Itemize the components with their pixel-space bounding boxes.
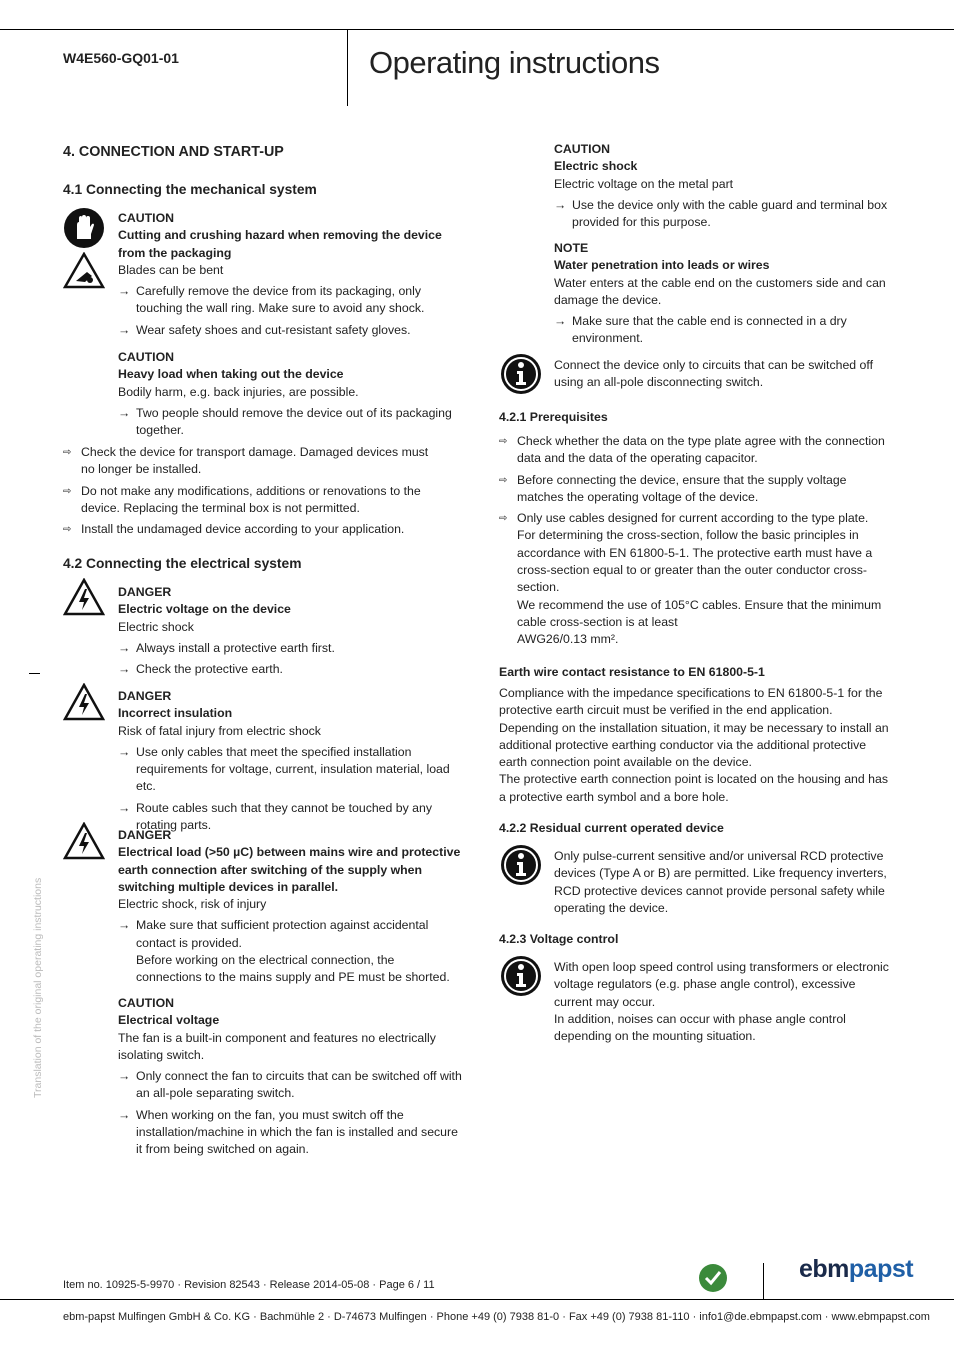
caution-description: Electric voltage on the metal part bbox=[554, 176, 734, 191]
danger-heading: Electrical load (>50 µC) between mains wire and protective earth connection after switching of the supply when switching multiple devices in parallel. bbox=[118, 845, 461, 894]
danger-label: DANGER bbox=[118, 828, 172, 842]
caution-label: CAUTION bbox=[118, 350, 175, 364]
info-icon bbox=[499, 954, 543, 998]
instruction-item: → Route cables such that they cannot be touched by any rotating parts. bbox=[118, 800, 463, 835]
caution-heading: Cutting and crushing hazard when removing the device from the packaging bbox=[118, 228, 442, 260]
instruction-item: → When working on the fan, you must switch off the installation/machine in which the fan is installed and secure it from being switched on again. bbox=[118, 1107, 463, 1159]
caution-description: Bodily harm, e.g. back injuries, are possible. bbox=[118, 384, 359, 399]
note-label: NOTE bbox=[554, 241, 589, 255]
earth-resistance-title: Earth wire contact resistance to EN 61800-5-1 bbox=[499, 665, 765, 679]
bullet-text: We recommend the use of 105°C cables. Ensure that the minimum cable cross-section is at least bbox=[517, 597, 882, 629]
bullet-text: ⇨ Only use cables designed for current according to the type plate. bbox=[517, 511, 869, 526]
info-text: Only pulse-current sensitive and/or universal RCD protective devices (Type A or B) are permitted. Like frequency inverters, RCD protective devices cannot provide personal safety while operating the device. bbox=[554, 849, 887, 915]
instruction-text: → Make sure that sufficient protection against accidental contact is provided. bbox=[136, 918, 429, 950]
subsection-title-4-2-2: 4.2.2 Residual current operated device bbox=[499, 821, 724, 835]
instruction-item: → Wear safety shoes and cut-resistant safety gloves. bbox=[118, 322, 463, 339]
caution-description: The fan is a built-in component and features no electrically isolating switch. bbox=[118, 1030, 436, 1062]
caution-heading: Electric shock bbox=[554, 159, 638, 174]
header-divider bbox=[347, 29, 348, 106]
danger-voltage-block bbox=[118, 584, 463, 678]
bullet-item: ⇨ Before connecting the device, ensure that the supply voltage matches the operating voltage of the device. bbox=[499, 472, 889, 507]
instruction-item: → Use the device only with the cable guard and terminal box provided for this purpose. bbox=[554, 197, 889, 232]
model-number: W4E560-GQ01-01 bbox=[63, 50, 179, 66]
instruction-item bbox=[118, 917, 463, 986]
protective-gloves-icon bbox=[63, 207, 105, 249]
info-text bbox=[554, 959, 889, 1045]
instruction-text: Before working on the electrical connection, the connections to the mains supply and PE must be shorted. bbox=[136, 953, 450, 985]
instruction-item: → Use only cables that meet the specified installation requirements for voltage, current, insulation material, load etc. bbox=[118, 744, 463, 796]
instruction-item: → Make sure that the cable end is connected in a dry environment. bbox=[554, 313, 889, 348]
danger-description: Electric shock, risk of injury bbox=[118, 897, 267, 912]
paragraph: In addition, noises can occur with phase angle control depending on the mounting situation. bbox=[554, 1011, 846, 1044]
danger-heading: Incorrect insulation bbox=[118, 706, 233, 721]
item-info: Item no. 10925-5-9970 · Revision 82543 · Release 2014-05-08 · Page 6 / 11 bbox=[63, 1279, 435, 1291]
instruction-item: → Always install a protective earth first. bbox=[118, 640, 463, 657]
danger-insulation-block bbox=[118, 688, 463, 834]
paragraph: The protective earth connection point is located on the housing and has a protective earth symbol and a bore hole. bbox=[499, 772, 888, 804]
caution-heading: Heavy load when taking out the device bbox=[118, 367, 344, 382]
bullet-item: ⇨ Check whether the data on the type plate agree with the connection data and the data of the operating capacitor. bbox=[499, 433, 889, 468]
earth-resistance-text bbox=[499, 685, 889, 806]
header-top-rule bbox=[0, 29, 954, 30]
paragraph: Compliance with the impedance specifications to EN 61800-5-1 for the protective earth circuit must be verified in the end application. bbox=[499, 686, 883, 718]
caution-electrical-voltage-block bbox=[118, 995, 463, 1159]
instruction-item: → Only connect the fan to circuits that can be switched off with an all-pole separating switch. bbox=[118, 1068, 463, 1103]
caution-heavy-load-block bbox=[118, 349, 463, 439]
section-title: 4. CONNECTION AND START-UP bbox=[63, 144, 284, 160]
handling-bullet-list bbox=[63, 444, 443, 538]
high-voltage-warning-icon bbox=[63, 822, 105, 860]
danger-electrical-load-block bbox=[118, 827, 463, 987]
paragraph: With open loop speed control using transformers or electronic voltage regulators (e.g. phase angle control), excessive current may occur. bbox=[554, 960, 889, 1009]
danger-heading: Electric voltage on the device bbox=[118, 602, 291, 617]
subsection-title-4-1: 4.1 Connecting the mechanical system bbox=[63, 182, 317, 197]
caution-label: CAUTION bbox=[118, 996, 175, 1010]
note-heading: Water penetration into leads or wires bbox=[554, 258, 770, 273]
subsection-title-4-2: 4.2 Connecting the electrical system bbox=[63, 556, 302, 571]
danger-description: Risk of fatal injury from electric shock bbox=[118, 723, 321, 738]
footer-divider bbox=[763, 1263, 764, 1299]
bullet-item: ⇨ Check the device for transport damage. Damaged devices must no longer be installed. bbox=[63, 444, 443, 479]
fold-mark bbox=[29, 673, 40, 674]
ebmpapst-logo: ebmpapst bbox=[799, 1255, 914, 1283]
instruction-item: → Two people should remove the device out of its packaging together. bbox=[118, 405, 463, 440]
instruction-item: → Check the protective earth. bbox=[118, 661, 463, 678]
caution-label: CAUTION bbox=[554, 142, 611, 156]
note-water-block bbox=[554, 240, 889, 348]
danger-label: DANGER bbox=[118, 585, 172, 599]
bullet-item: ⇨ Install the undamaged device according to your application. bbox=[63, 521, 443, 538]
caution-label: CAUTION bbox=[118, 211, 175, 225]
danger-description: Electric shock bbox=[118, 619, 194, 634]
caution-description: Blades can be bent bbox=[118, 262, 224, 277]
info-icon bbox=[499, 843, 543, 887]
info-icon bbox=[499, 352, 543, 396]
info-text: Connect the device only to circuits that can be switched off using an all-pole disconnecting switch. bbox=[554, 358, 873, 390]
bullet-text: AWG26/0.13 mm². bbox=[517, 632, 619, 647]
cutting-hazard-icon bbox=[63, 252, 105, 289]
bullet-item bbox=[499, 510, 889, 648]
footer-rule bbox=[0, 1299, 954, 1300]
instruction-item: → Carefully remove the device from its packaging, only touching the wall ring. Make sure to avoid any shock. bbox=[118, 283, 463, 318]
subsection-title-4-2-3: 4.2.3 Voltage control bbox=[499, 932, 619, 946]
side-note: Translation of the original operating instructions bbox=[32, 877, 44, 1098]
prerequisites-list bbox=[499, 433, 889, 649]
bullet-item: ⇨ Do not make any modifications, additions or renovations to the device. Replacing the terminal box is not permitted. bbox=[63, 483, 443, 518]
paragraph: Depending on the installation situation, it may be necessary to install an additional protective earthing conductor via the additional protective earth connection point available on the device. bbox=[499, 720, 889, 770]
high-voltage-warning-icon bbox=[63, 578, 105, 616]
caution-heading: Electrical voltage bbox=[118, 1013, 220, 1028]
high-voltage-warning-icon bbox=[63, 683, 105, 721]
caution-electric-shock-block bbox=[554, 141, 889, 231]
page-title: Operating instructions bbox=[369, 45, 660, 80]
danger-label: DANGER bbox=[118, 689, 172, 703]
company-info: ebm-papst Mulfingen GmbH & Co. KG · Bachmühle 2 · D-74673 Mulfingen · Phone +49 (0) 7938 81-0 · Fax +49 (0) 7938 81-110 · info1@de.ebmpapst.com · www.ebmpapst.com bbox=[63, 1311, 930, 1323]
note-description: Water enters at the cable end on the customers side and can damage the device. bbox=[554, 275, 886, 307]
bullet-text: For determining the cross-section, follow the basic principles in accordance with EN 61800-5-1. The protective earth must have a cross-section equal to or greater than the outer conductor cross-section. bbox=[517, 528, 873, 595]
caution-cutting-block bbox=[118, 210, 463, 339]
subsection-title-4-2-1: 4.2.1 Prerequisites bbox=[499, 410, 608, 424]
green-tech-badge-icon bbox=[697, 1262, 729, 1294]
